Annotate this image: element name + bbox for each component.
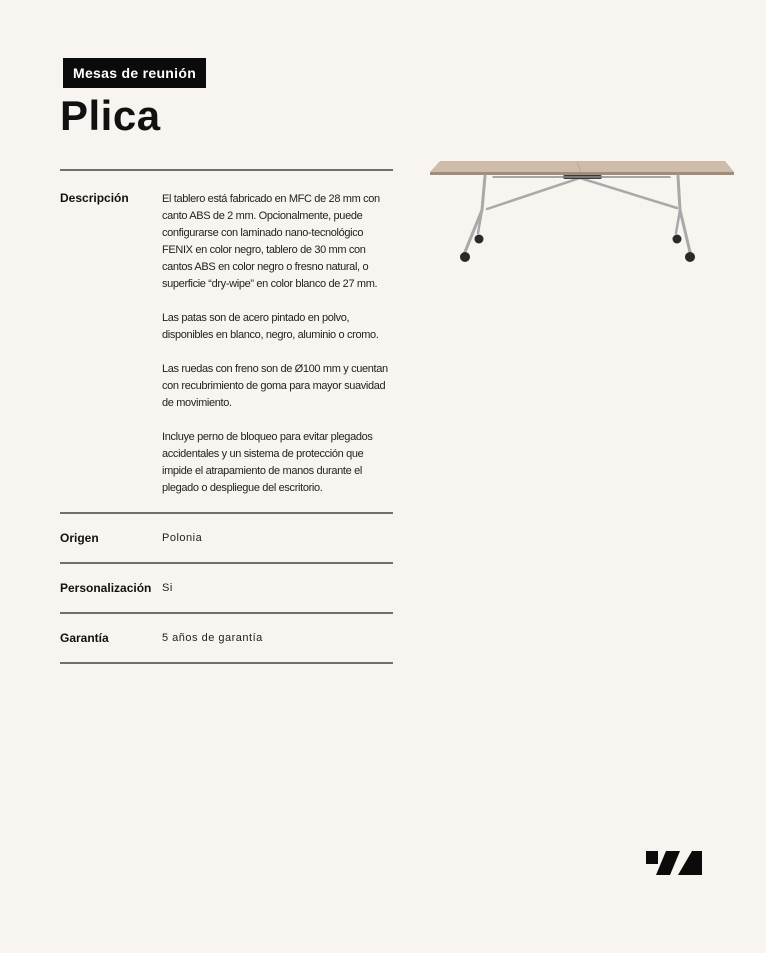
spec-value-customization: Si bbox=[162, 582, 173, 594]
spec-row-warranty bbox=[60, 614, 393, 664]
spec-value-origin: Polonia bbox=[162, 532, 203, 544]
description-paragraph: Las patas son de acero pintado en polvo, disponibles en blanco, negro, aluminio o cromo. bbox=[162, 312, 379, 341]
description-paragraph: Incluye perno de bloqueo para evitar plegados accidentales y un sistema de protección que impide el atrapamiento de manos durante el plegado o despliegue del escritorio. bbox=[162, 431, 373, 494]
spec-label-warranty: Garantía bbox=[60, 631, 109, 645]
spec-label-customization: Personalización bbox=[60, 581, 152, 595]
table-frame bbox=[465, 176, 690, 252]
folding-table-image bbox=[425, 155, 737, 267]
spec-row-customization bbox=[60, 564, 393, 614]
spec-row-origin bbox=[60, 514, 393, 564]
spec-value-warranty: 5 años de garantía bbox=[162, 632, 263, 644]
brand-logo-icon bbox=[646, 851, 702, 875]
table-wheels bbox=[460, 235, 695, 263]
description-paragraph: Las ruedas con freno son de Ø100 mm y cuentan con recubrimiento de goma para mayor suavidad de movimiento. bbox=[162, 363, 388, 409]
spec-label-origin: Origen bbox=[60, 531, 99, 545]
description-paragraph: El tablero está fabricado en MFC de 28 mm con canto ABS de 2 mm. Opcionalmente, puede configurarse con laminado nano-tecnológico FENIX en color negro, tablero de 30 mm con cantos ABS en color negro o fresno natural, o superficie “dry-wipe” en color blanco de 27 mm. bbox=[162, 193, 380, 290]
spec-value-description bbox=[162, 191, 393, 497]
product-title: Plica bbox=[60, 92, 161, 139]
category-tag: Mesas de reunión bbox=[63, 58, 206, 88]
spec-label-description: Descripción bbox=[60, 191, 129, 205]
spec-row-description bbox=[60, 171, 393, 514]
specs-table bbox=[60, 169, 393, 664]
table-top bbox=[430, 161, 734, 175]
